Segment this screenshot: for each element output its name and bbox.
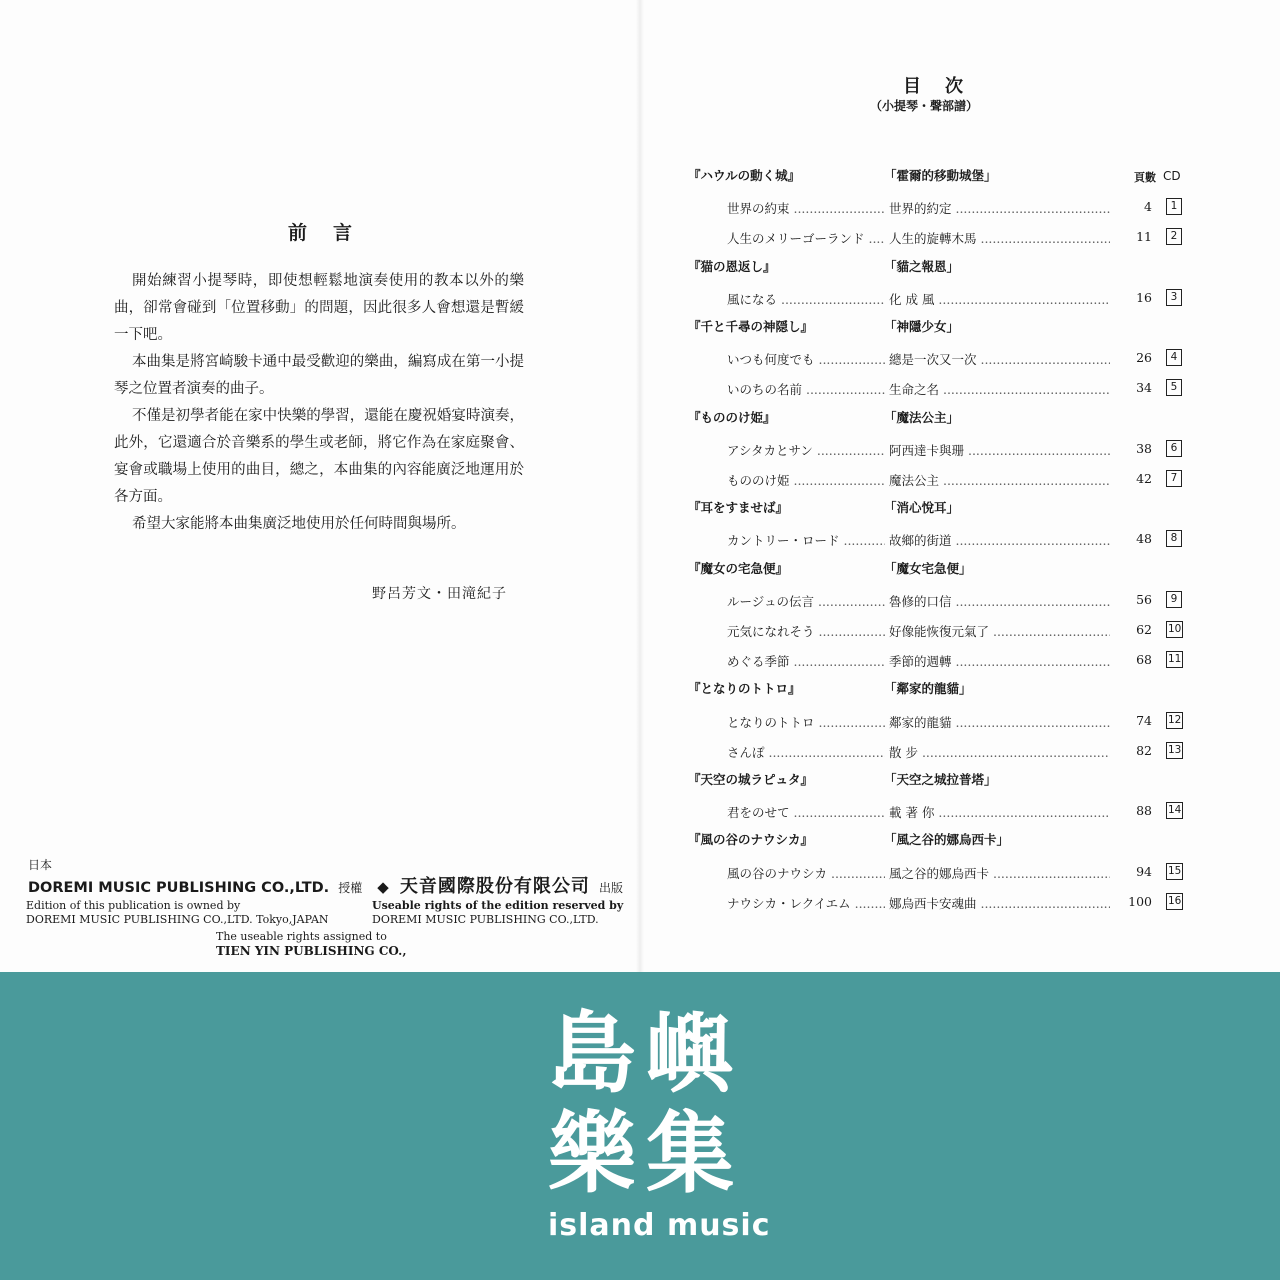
song-title-jp: 人生のメリーゴーランド .....: [727, 229, 885, 247]
song-title-jp: ルージュの伝言 .....: [727, 592, 885, 610]
page-number: 62: [1110, 622, 1152, 637]
song-title-jp: いのちの名前 .....: [727, 380, 885, 398]
rights-line: TIEN YIN PUBLISHING CO.,: [216, 944, 407, 958]
song-title-jp: さんぽ .....: [727, 743, 885, 761]
rights-line: Useable rights of the edition reserved by: [372, 899, 624, 912]
page-number: 48: [1110, 531, 1152, 546]
film-title-jp: 『ハウルの動く城』: [688, 168, 801, 183]
film-title-jp: 『魔女の宅急便』: [688, 560, 789, 576]
page-number: 16: [1110, 290, 1152, 305]
film-title-zh: 「消心悅耳」: [884, 500, 960, 516]
song-title-zh: 人生的旋轉木馬 .....: [889, 229, 1151, 247]
song-title-zh: 鄰家的龍貓 .....: [889, 713, 1151, 731]
rights-line: Edition of this publication is owned by: [26, 899, 241, 912]
rights-assigned: [216, 929, 407, 959]
toc-song-row: [0, 199, 1280, 223]
cd-track-badge: 16: [1166, 893, 1183, 910]
rights-line: DOREMI MUSIC PUBLISHING CO.,LTD. Tokyo,JAPAN: [26, 913, 329, 926]
toc-film-row: [0, 257, 1280, 281]
film-title-jp: 『千と千尋の神隠し』: [688, 319, 814, 334]
toc-film-row: [0, 498, 1280, 522]
cd-track-badge: 6: [1166, 440, 1182, 457]
song-title-zh: 魯修的口信 .....: [889, 592, 1151, 610]
page-number: 11: [1110, 229, 1152, 244]
page-number: 68: [1110, 652, 1152, 667]
song-title-zh: 世界的約定 .....: [889, 199, 1151, 217]
film-title-zh: 「鄰家的龍貓」: [884, 681, 972, 697]
film-title-jp: 『となりのトトロ』: [688, 681, 801, 697]
cd-track-badge: 14: [1166, 802, 1183, 819]
song-title-zh: 阿西達卡與珊 .....: [889, 441, 1151, 459]
logo-char: 集: [646, 1102, 735, 1205]
toc-song-row: [0, 652, 1280, 676]
toc-song-row: [0, 441, 1280, 465]
page-number: 82: [1110, 743, 1152, 758]
page-number: 4: [1110, 199, 1152, 214]
film-title-jp: 『猫の恩返し』: [688, 258, 776, 274]
song-title-zh: 化 成 風 .....: [889, 290, 1151, 308]
song-title-jp: となりのトトロ .....: [727, 713, 885, 731]
rights-line: DOREMI MUSIC PUBLISHING CO.,LTD.: [372, 913, 599, 926]
song-title-zh: 娜烏西卡安魂曲 .....: [889, 894, 1151, 912]
song-title-zh: 好像能恢復元氣了 .....: [889, 622, 1151, 640]
toc-film-row: [0, 166, 1280, 190]
doremi-name: DOREMI MUSIC PUBLISHING CO.,LTD.: [28, 880, 330, 896]
preface-paragraph: 開始練習小提琴時，即使想輕鬆地演奏使用的教本以外的樂曲，卻常會碰到「位置移動」的問題，因此很多人會想還是暫緩一下吧。: [114, 273, 524, 343]
logo-english: island music: [548, 1208, 771, 1243]
preface-paragraph: 本曲集是將宮崎駿卡通中最受歡迎的樂曲，編寫成在第一小提琴之位置者演奏的曲子。: [114, 354, 524, 397]
cd-track-badge: 10: [1166, 621, 1183, 638]
page-number: 56: [1110, 592, 1152, 607]
toc-song-row: [0, 471, 1280, 495]
toc-song-row: [0, 380, 1280, 404]
publish-label: 出版: [598, 881, 623, 895]
film-title-zh: 「霍爾的移動城堡」: [884, 168, 997, 183]
song-title-zh: 故鄉的街道 .....: [889, 531, 1151, 549]
song-title-zh: 風之谷的娜烏西卡 .....: [889, 864, 1151, 882]
cd-track-badge: 15: [1166, 863, 1183, 880]
toc-song-row: [0, 350, 1280, 374]
cd-track-badge: 4: [1166, 349, 1182, 366]
toc-subtitle: （小提琴・聲部譜）: [870, 99, 979, 113]
toc-song-row: [0, 229, 1280, 253]
cd-track-badge: 12: [1166, 712, 1183, 729]
song-title-zh: 載 著 你 .....: [889, 803, 1151, 821]
film-title-jp: 『耳をすませば』: [688, 500, 789, 516]
page-number: 26: [1110, 350, 1152, 365]
toc-film-row: [0, 559, 1280, 583]
cd-track-badge: 3: [1166, 289, 1182, 306]
song-title-jp: 君をのせて .....: [727, 803, 885, 821]
page-number: 100: [1110, 894, 1152, 909]
toc-song-row: [0, 290, 1280, 314]
song-title-zh: 總是一次又一次 .....: [889, 350, 1151, 368]
song-title-jp: 風の谷のナウシカ .....: [727, 864, 885, 882]
film-title-zh: 「魔女宅急便」: [884, 560, 972, 576]
toc-film-row: [0, 770, 1280, 794]
logo-char: 島: [548, 1002, 637, 1105]
film-title-zh: 「魔法公主」: [884, 409, 960, 425]
tianyin-name: 天音國際股份有限公司: [399, 876, 590, 897]
preface-paragraph: 不僅是初學者能在家中快樂的學習，還能在慶祝婚宴時演奏，此外，它還適合於音樂系的學生或老師，將它作為在家庭聚會、宴會或職場上使用的曲目，總之，本曲集的內容能廣泛地運用於各方面。: [114, 408, 524, 505]
cd-track-badge: 5: [1166, 379, 1182, 396]
toc-film-row: [0, 679, 1280, 703]
toc-song-row: [0, 531, 1280, 555]
toc-film-row: [0, 317, 1280, 341]
cd-track-badge: 1: [1166, 198, 1182, 215]
song-title-jp: いつも何度でも .....: [727, 350, 885, 368]
song-title-zh: 季節的週轉 .....: [889, 652, 1151, 670]
toc-song-row: [0, 622, 1280, 646]
song-title-jp: 元気になれそう .....: [727, 622, 885, 640]
song-title-jp: 世界の約束 .....: [727, 199, 885, 217]
authorize-label: 授權: [338, 881, 363, 895]
page-number: 38: [1110, 441, 1152, 456]
toc-column-cd: CD: [1163, 169, 1181, 183]
cd-track-badge: 7: [1166, 470, 1182, 487]
preface-author: 野呂芳文・田滝紀子: [372, 586, 507, 602]
song-title-jp: ナウシカ・レクイエム .....: [727, 894, 885, 912]
song-title-jp: 風になる .....: [727, 290, 885, 308]
toc-column-page: 頁數: [1134, 171, 1156, 184]
logo-char: 樂: [548, 1102, 637, 1205]
film-title-zh: 「天空之城拉普塔」: [884, 772, 997, 787]
toc-song-row: [0, 894, 1280, 918]
song-title-zh: 魔法公主 .....: [889, 471, 1151, 489]
cd-track-badge: 8: [1166, 530, 1182, 547]
page-number: 88: [1110, 803, 1152, 818]
cd-track-badge: 13: [1166, 742, 1183, 759]
film-title-zh: 「風之谷的娜烏西卡」: [884, 832, 1010, 848]
toc-song-row: [0, 743, 1280, 767]
preface-title: 前言: [288, 222, 379, 244]
page-number: 42: [1110, 471, 1152, 486]
preface-paragraph: 希望大家能將本曲集廣泛地使用於任何時間與場所。: [132, 516, 466, 532]
cd-track-badge: 11: [1166, 651, 1183, 668]
cd-track-badge: 9: [1166, 591, 1182, 608]
page-number: 34: [1110, 380, 1152, 395]
toc-song-row: [0, 803, 1280, 827]
film-title-jp: 『風の谷のナウシカ』: [688, 832, 814, 848]
publisher-origin: 日本: [28, 858, 53, 872]
song-title-jp: カントリー・ロード .....: [727, 531, 885, 549]
song-title-zh: 散 步 .....: [889, 743, 1151, 761]
logo-char: 嶼: [646, 1002, 735, 1105]
toc-film-row: [0, 830, 1280, 854]
song-title-jp: アシタカとサン .....: [727, 441, 885, 459]
film-title-zh: 「神隱少女」: [884, 319, 960, 334]
film-title-jp: 『天空の城ラピュタ』: [688, 772, 814, 787]
song-title-zh: 生命之名 .....: [889, 380, 1151, 398]
toc-film-row: [0, 408, 1280, 432]
toc-song-row: [0, 864, 1280, 888]
diamond-icon: ◆: [377, 878, 389, 896]
song-title-jp: めぐる季節 .....: [727, 652, 885, 670]
film-title-zh: 「貓之報恩」: [884, 258, 960, 274]
toc-song-row: [0, 592, 1280, 616]
rights-line: The useable rights assigned to: [216, 930, 387, 943]
song-title-jp: もののけ姫 .....: [727, 471, 885, 489]
page-number: 94: [1110, 864, 1152, 879]
film-title-jp: 『もののけ姫』: [688, 409, 776, 425]
toc-song-row: [0, 713, 1280, 737]
page-number: 74: [1110, 713, 1152, 728]
cd-track-badge: 2: [1166, 228, 1182, 245]
toc-title: 目次: [903, 76, 987, 97]
